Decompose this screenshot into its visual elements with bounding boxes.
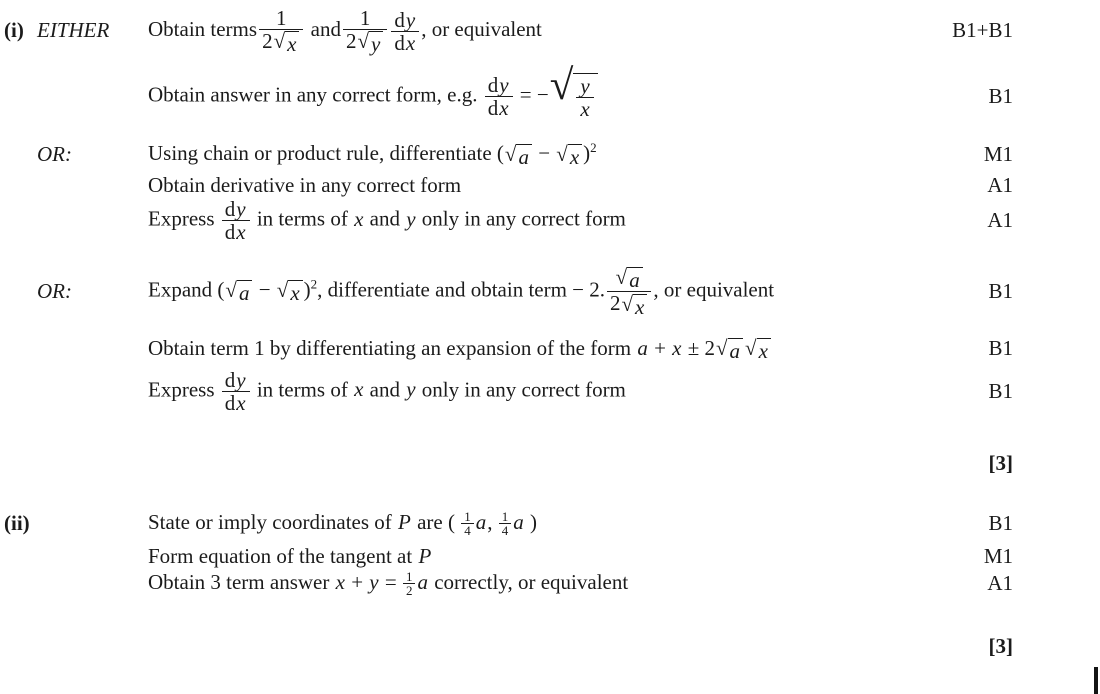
square-root xyxy=(549,62,598,122)
math-var: x xyxy=(354,377,364,402)
math-var: x xyxy=(405,30,416,55)
square-root xyxy=(274,31,300,55)
math-var: a xyxy=(475,509,487,534)
fraction-denominator: 2 xyxy=(403,583,416,598)
total-marks: [3] xyxy=(988,633,1013,658)
math-var: x xyxy=(499,96,509,121)
mark-scheme-row xyxy=(0,510,1100,538)
mark-code: B1 xyxy=(988,279,1013,304)
fraction-numerator: 1 xyxy=(405,568,413,584)
math-var: x xyxy=(335,569,345,594)
radicand xyxy=(633,294,647,318)
mark-scheme-row xyxy=(0,544,1100,570)
math-var: y xyxy=(405,7,416,32)
fraction-denominator: 2 √ x xyxy=(607,291,651,317)
fraction-numerator: dy xyxy=(394,7,416,32)
math-var: y xyxy=(371,32,381,57)
math-var: y xyxy=(406,206,416,231)
radical-icon: √ xyxy=(549,62,574,110)
radicand xyxy=(237,280,253,304)
square-root xyxy=(276,277,303,305)
route-label: OR: xyxy=(37,279,72,304)
criterion-text: Obtain terms 1 2 √ x and 1 2 √ y $\frac{dy}{dx}$ , or equivalent xyxy=(148,6,542,57)
criterion-text: Obtain 3 term answer x + y = $\frac{1}{2}$ a correctly, or equivalent xyxy=(148,568,629,599)
mark-scheme-row xyxy=(0,7,1100,55)
mark-scheme-row xyxy=(0,336,1100,362)
radicand xyxy=(516,144,532,168)
radical-icon: √ xyxy=(225,277,237,302)
fraction-numerator: 1 xyxy=(359,6,371,30)
radical-icon: √ xyxy=(504,141,517,166)
fraction xyxy=(485,74,513,119)
fraction-numerator: 1 xyxy=(464,508,471,524)
fraction xyxy=(607,266,651,317)
total-row xyxy=(0,451,1100,477)
math-var: y xyxy=(499,73,509,98)
math-var: a xyxy=(629,268,640,293)
mark-code: B1 xyxy=(988,378,1013,403)
math-var: y xyxy=(369,569,379,594)
square-root xyxy=(621,291,648,319)
fraction-numerator xyxy=(576,75,593,97)
item-number-label: (i) xyxy=(4,18,24,43)
fraction xyxy=(259,7,303,55)
radicand xyxy=(285,31,299,55)
math-var: a xyxy=(729,338,741,363)
radical-icon: √ xyxy=(621,291,634,316)
mark-scheme-row xyxy=(0,62,1100,122)
radicand xyxy=(627,267,643,291)
mark-code: A1 xyxy=(987,207,1013,232)
math-var: x xyxy=(569,144,580,169)
fraction-denominator: dx xyxy=(222,391,250,414)
criterion-text: Express $\frac{dy}{dx}$ in terms of x and y only in any correct form xyxy=(148,367,626,415)
fraction xyxy=(403,570,416,598)
math-var: a xyxy=(513,509,524,534)
fraction-numerator: 1 xyxy=(275,6,287,30)
criterion-text: State or imply coordinates of P are ( $\frac{1}{4}$ a, $\frac{1}{4}$ a ) xyxy=(148,508,538,539)
radical-icon: √ xyxy=(276,277,289,302)
radicand xyxy=(757,338,771,362)
radical-icon: √ xyxy=(556,141,568,166)
mark-code: M1 xyxy=(983,141,1013,166)
fraction-numerator: dy xyxy=(224,367,246,392)
fraction-numerator: dy xyxy=(487,73,509,98)
mark-code: M1 xyxy=(983,543,1013,568)
square-root xyxy=(504,141,532,169)
total-marks: [3] xyxy=(988,450,1013,475)
square-root xyxy=(745,335,771,363)
math-var: y xyxy=(236,197,246,222)
criterion-text: Obtain answer in any correct form, e.g. $\frac{dy}{dx}$ = − √ $\frac{y}{x}$ xyxy=(148,73,921,120)
math-var: x xyxy=(236,220,246,245)
fraction-denominator: 2 √ y xyxy=(343,29,387,55)
fraction xyxy=(499,510,512,538)
fraction-numerator: 1 xyxy=(501,508,509,524)
math-var: x xyxy=(287,32,297,57)
math-var: y xyxy=(580,74,590,99)
fraction-numerator xyxy=(612,266,647,291)
fraction-denominator: 4 xyxy=(461,523,474,538)
mark-code: A1 xyxy=(987,570,1013,595)
criterion-text: Form equation of the tangent at P xyxy=(148,543,432,568)
criterion-text: Expand ( √ a − √ x )$^2$, differentiate and obtain term − 2. √ a 2 √ x , or equivalent xyxy=(148,265,775,319)
fraction-denominator: 2 √ x xyxy=(259,29,303,55)
fraction-denominator: dx xyxy=(485,96,513,119)
mark-scheme-row xyxy=(0,198,1100,243)
fraction xyxy=(461,510,474,538)
math-var: P xyxy=(418,543,432,568)
mark-code: B1 xyxy=(988,510,1013,535)
route-label: OR: xyxy=(37,141,72,166)
superscript: 2 xyxy=(310,276,318,292)
fraction xyxy=(222,369,250,414)
math-var: a xyxy=(238,280,250,305)
math-var: x xyxy=(758,338,768,363)
square-root xyxy=(616,267,643,291)
math-var: a xyxy=(417,569,428,594)
radicand xyxy=(288,280,302,304)
fraction-denominator xyxy=(576,97,593,120)
math-var: y xyxy=(236,367,246,392)
radicand xyxy=(568,144,582,168)
radicand xyxy=(728,338,744,362)
radicand xyxy=(573,73,597,120)
mark-scheme-row xyxy=(0,266,1100,317)
math-var: a xyxy=(637,335,648,360)
math-var: x xyxy=(354,206,364,231)
square-root xyxy=(358,31,384,55)
radicand xyxy=(369,31,383,55)
fraction xyxy=(391,9,419,54)
math-var: P xyxy=(398,509,411,534)
fraction-denominator: dx xyxy=(222,220,250,243)
mark-code: A1 xyxy=(987,172,1013,197)
math-var: x xyxy=(672,335,682,360)
radical-icon: √ xyxy=(357,29,370,54)
fraction xyxy=(222,198,250,243)
fraction xyxy=(343,7,387,55)
mark-scheme-row xyxy=(0,141,1100,167)
math-var: a xyxy=(518,144,529,169)
criterion-text: Obtain derivative in any correct form xyxy=(148,172,462,197)
radical-icon: √ xyxy=(273,29,286,54)
mark-scheme-row xyxy=(0,173,1100,199)
math-var: y xyxy=(406,377,416,402)
mark-scheme-row xyxy=(0,369,1100,414)
fraction-denominator: dx xyxy=(391,31,419,54)
fraction-numerator: dy xyxy=(224,197,246,222)
route-label: EITHER xyxy=(37,18,110,43)
page-edge-mark xyxy=(1094,667,1098,694)
item-number-label: (ii) xyxy=(4,510,30,535)
mark-code: B1+B1 xyxy=(952,18,1013,43)
square-root xyxy=(716,335,743,363)
math-var: x xyxy=(580,97,590,122)
math-var: x xyxy=(236,390,246,415)
square-root xyxy=(225,277,252,305)
mark-scheme-row xyxy=(0,570,1100,598)
radical-icon: √ xyxy=(716,335,728,360)
total-row xyxy=(0,634,1100,660)
criterion-text: Express $\frac{dy}{dx}$ in terms of x and y only in any correct form xyxy=(148,197,626,245)
radical-icon: √ xyxy=(615,265,628,290)
superscript: 2 xyxy=(590,140,597,156)
math-var: x xyxy=(290,280,300,305)
criterion-text: Using chain or product rule, differentiate ( √ a − √ x )$^2$ xyxy=(148,140,597,169)
fraction xyxy=(576,75,593,120)
mark-code: B1 xyxy=(988,83,1013,108)
criterion-text: Obtain term 1 by differentiating an expansion of the form a + x ± 2 √ a √ x xyxy=(148,336,921,362)
radical-icon: √ xyxy=(745,335,757,360)
math-var: x xyxy=(635,294,645,319)
square-root xyxy=(556,141,582,169)
fraction-denominator: 4 xyxy=(499,523,512,538)
mark-code: B1 xyxy=(988,335,1013,360)
